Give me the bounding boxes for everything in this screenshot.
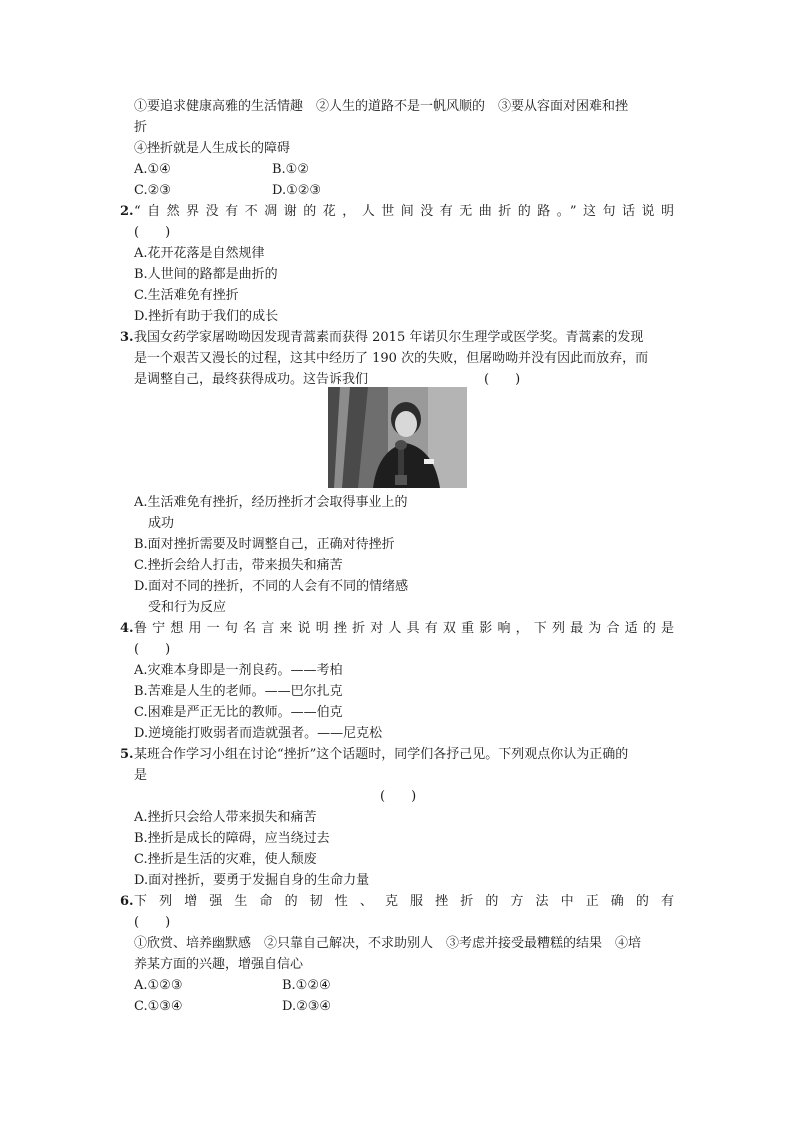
q4-number: 4. — [120, 621, 134, 636]
q5-stem-line2: 是 — [134, 768, 148, 783]
scientist-photo — [328, 387, 467, 488]
q5-option-b[interactable]: B.挫折是成长的障碍，应当绕过去 — [134, 831, 330, 846]
q5-option-d[interactable]: D.面对挫折，要勇于发掘自身的生命力量 — [134, 873, 370, 888]
q5-option-a[interactable]: A.挫折只会给人带来损失和痛苦 — [134, 810, 317, 825]
q1-statements-line3: ④挫折就是人生成长的障碍 — [134, 141, 291, 156]
q6-statements-line2: 养某方面的兴趣，增强自信心 — [134, 957, 304, 972]
q2-option-d[interactable]: D.挫折有助于我们的成长 — [134, 309, 279, 324]
q4-option-b[interactable]: B.苦难是人生的老师。——巴尔扎克 — [134, 684, 343, 699]
q1-option-a[interactable]: A.①④ — [134, 162, 171, 177]
q6-number: 6. — [120, 894, 134, 909]
q3-option-a-line2: 成功 — [148, 516, 175, 531]
q4-option-c[interactable]: C.困难是严正无比的教师。——伯克 — [134, 705, 343, 720]
q6-option-a[interactable]: A.①②③ — [134, 978, 183, 993]
q4-option-a[interactable]: A.灾难本身即是一剂良药。——考柏 — [134, 663, 343, 678]
q3-stem-line2: 是一个艰苦又漫长的过程，这其中经历了 190 次的失败，但屠呦呦并没有因此而放弃，而 — [134, 351, 649, 366]
q1-option-d[interactable]: D.①②③ — [272, 183, 322, 198]
q3-option-a-line1[interactable]: A.生活难免有挫折，经历挫折才会取得事业上的 — [134, 495, 408, 510]
q2-option-c[interactable]: C.生活难免有挫折 — [134, 288, 239, 303]
q6-stem: 下列增强生命的韧性、克服挫折的方法中正确的有 — [134, 894, 674, 909]
q3-option-c[interactable]: C.挫折会给人打击，带来损失和痛苦 — [134, 558, 343, 573]
q4-stem: 鲁宁想用一句名言来说明挫折对人具有双重影响，下列最为合适的是 — [134, 621, 674, 636]
q3-stem-line1: 我国女药学家屠呦呦因发现青蒿素而获得 2015 年诺贝尔生理学或医学奖。青蒿素的发现 — [134, 330, 644, 345]
scientist-photo-graphic — [328, 387, 467, 488]
q2-answer-paren[interactable]: ( ) — [134, 225, 171, 240]
q3-option-b[interactable]: B.面对挫折需要及时调整自己，正确对待挫折 — [134, 537, 395, 552]
q2-option-b[interactable]: B.人世间的路都是曲折的 — [134, 267, 278, 282]
q1-statements-line2: 折 — [134, 120, 148, 135]
q5-answer-paren[interactable]: ( ) — [380, 789, 417, 804]
q5-option-c[interactable]: C.挫折是生活的灾难，使人颓废 — [134, 852, 317, 867]
q3-number: 3. — [120, 330, 134, 345]
q3-option-d-line1[interactable]: D.面对不同的挫折，不同的人会有不同的情绪感 — [134, 579, 409, 594]
q6-option-b[interactable]: B.①②④ — [282, 978, 331, 993]
q3-option-d-line2: 受和行为反应 — [148, 600, 227, 615]
q6-option-c[interactable]: C.①③④ — [134, 999, 183, 1014]
q5-stem-line1: 某班合作学习小组在讨论“挫折”这个话题时，同学们各抒己见。下列观点你认为正确的 — [134, 747, 629, 762]
q1-statements-line1: ①要追求健康高雅的生活情趣 ②人生的道路不是一帆风顺的 ③要从容面对困难和挫 — [134, 99, 629, 114]
q5-number: 5. — [120, 747, 134, 762]
q1-option-b[interactable]: B.①② — [272, 162, 309, 177]
q2-stem: “自然界没有不凋谢的花，人世间没有无曲折的路。”这句话说明 — [134, 204, 674, 219]
q6-answer-paren[interactable]: ( ) — [134, 915, 171, 930]
q6-statements-line1: ①欣赏、培养幽默感 ②只靠自己解决，不求助别人 ③考虑并接受最糟糕的结果 ④培 — [134, 936, 642, 951]
q1-option-c[interactable]: C.②③ — [134, 183, 171, 198]
q6-option-d[interactable]: D.②③④ — [282, 999, 332, 1014]
q3-stem-line3: 是调整自己，最终获得成功。这告诉我们 — [134, 372, 369, 387]
q2-number: 2. — [120, 204, 134, 219]
q4-option-d[interactable]: D.逆境能打败弱者而造就强者。——尼克松 — [134, 726, 383, 741]
q2-option-a[interactable]: A.花开花落是自然规律 — [134, 246, 265, 261]
q3-answer-paren[interactable]: ( ) — [484, 372, 521, 387]
q4-answer-paren[interactable]: ( ) — [134, 642, 171, 657]
